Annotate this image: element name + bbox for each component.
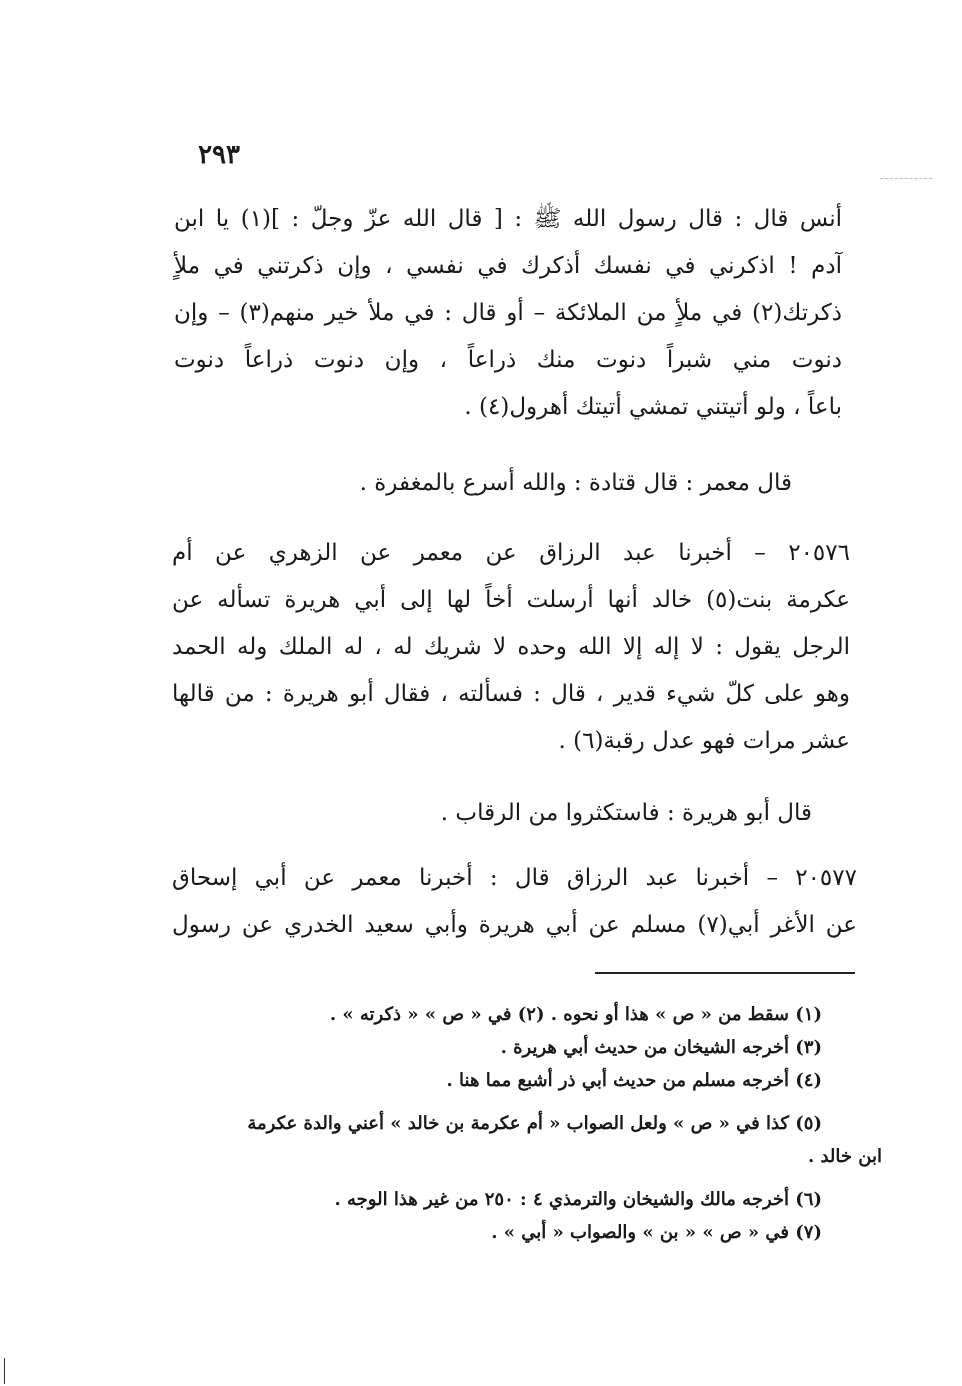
narrator-note xyxy=(192,460,792,507)
text-line: الرجل يقول : لا إله إلا الله وحده لا شريك له ، له الملك وله الحمد xyxy=(172,634,850,660)
footnote: (٧) في « ص » « بن » والصواب « أبي » . xyxy=(491,1222,822,1243)
narrator-note xyxy=(192,790,812,837)
text-line: باعاً ، ولو أتيتني تمشي أتيتك أهرول(٤) . xyxy=(464,394,842,420)
hadith-20576 xyxy=(172,530,850,765)
text-line: أنس قال : قال رسول الله ﷺ : [ قال الله عزّ وجلّ : ](١) يا ابن xyxy=(174,206,843,232)
text-line: قال أبو هريرة : فاستكثروا من الرقاب . xyxy=(440,800,812,826)
scan-smudge xyxy=(880,178,932,180)
footnote: (٤) أخرجه مسلم من حديث أبي ذر أشبع مما هنا . xyxy=(446,1070,822,1091)
hadith-continuation xyxy=(174,196,842,431)
hadith-20577 xyxy=(172,855,857,949)
text-line: آدم ! اذكرني في نفسك أذكرك في نفسي ، وإن ذكرتني في ملأٍ xyxy=(174,253,842,279)
footnote: (٣) أخرجه الشيخان من حديث أبي هريرة . xyxy=(500,1037,822,1058)
footnote: (٦) أخرجه مالك والشيخان والترمذي ٤ : ٢٥٠ من غير هذا الوجه . xyxy=(334,1189,822,1210)
text-line: دنوت مني شبراً دنوت منك ذراعاً ، وإن دنوت ذراعاً دنوت xyxy=(174,347,842,373)
footnotes xyxy=(172,998,882,1249)
text-line: ذكرتك(٢) في ملأٍ من الملائكة – أو قال : في ملأ خير منهم(٣) – وإن xyxy=(174,300,842,326)
text-line: عن الأغر أبي(٧) مسلم عن أبي هريرة وأبي سعيد الخدري عن رسول xyxy=(172,912,857,938)
page-number: ٢٩٣ xyxy=(198,140,240,170)
footnote: (١) سقط من « ص » هذا أو نحوه . (٢) في « ص » « ذكرته » . xyxy=(329,1004,822,1025)
text-line: قال معمر : قال قتادة : والله أسرع بالمغفرة . xyxy=(359,470,792,496)
footnote-continuation: ابن خالد . xyxy=(807,1146,882,1167)
text-line: ٢٠٥٧٧ – أخبرنا عبد الرزاق قال : أخبرنا معمر عن أبي إسحاق xyxy=(172,865,857,891)
scan-edge-mark xyxy=(4,1358,5,1384)
footnote: (٥) كذا في « ص » ولعل الصواب « أم عكرمة بن خالد » أعني والدة عكرمة xyxy=(247,1113,822,1134)
footnote-separator xyxy=(595,972,855,974)
text-line: عشر مرات فهو عدل رقبة(٦) . xyxy=(558,728,850,754)
text-line: ٢٠٥٧٦ – أخبرنا عبد الرزاق عن معمر عن الزهري عن أم xyxy=(172,540,850,566)
text-line: عكرمة بنت(٥) خالد أنها أرسلت أخاً لها إلى أبي هريرة تسأله عن xyxy=(172,587,850,613)
text-line: وهو على كلّ شيء قدير ، قال : فسألته ، فقال أبو هريرة : من قالها xyxy=(172,681,850,707)
